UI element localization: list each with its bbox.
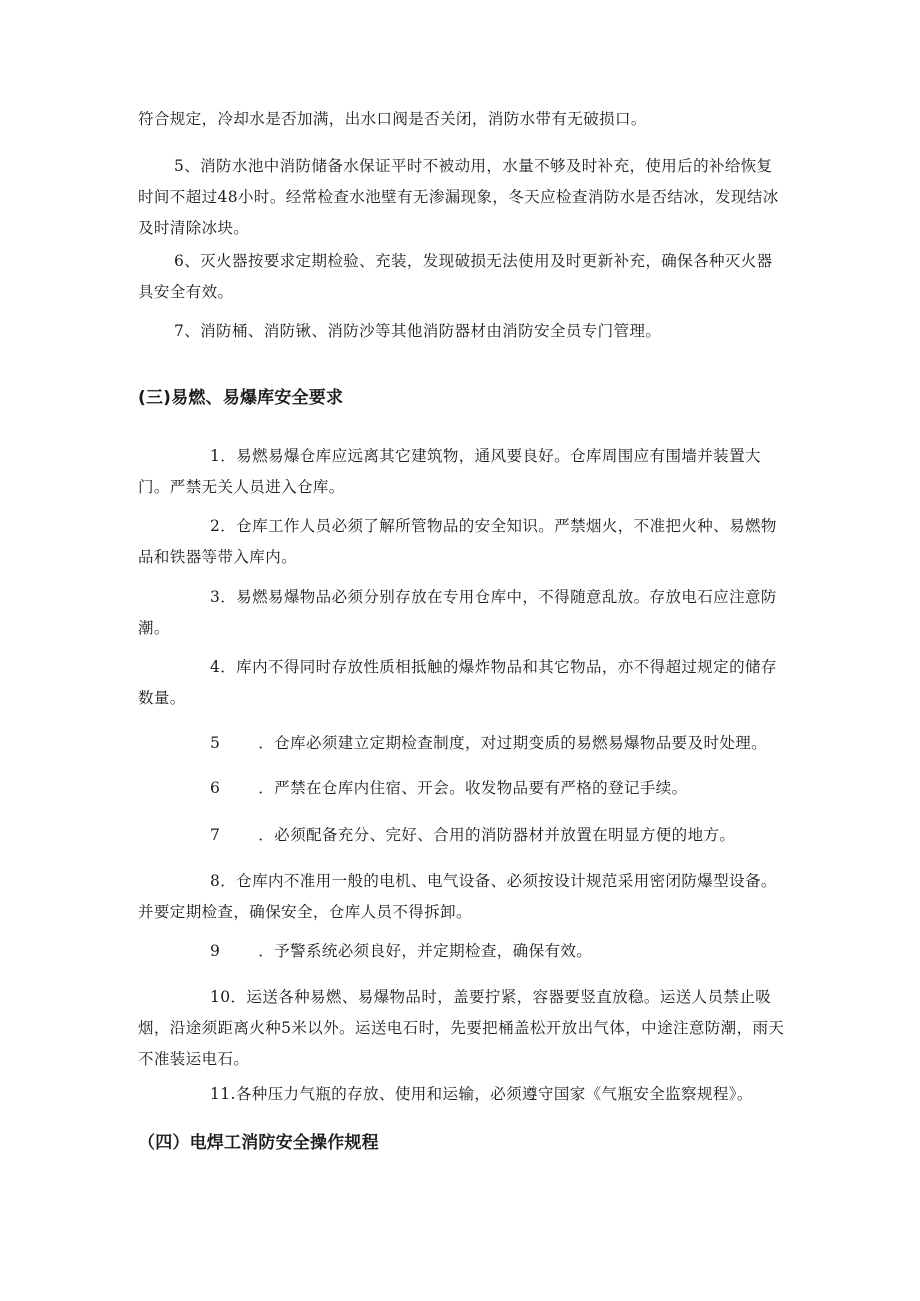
item-text: ．仓库必须建立定期检查制度，对过期变质的易燃易爆物品要及时处理。 (258, 734, 768, 752)
list-item-6 (138, 773, 786, 804)
list-item-9 (138, 936, 786, 967)
item-text: ．严禁在仓库内住宿、开会。收发物品要有严格的登记手续。 (258, 779, 688, 797)
item-number: 1 (210, 447, 221, 465)
item-number: 8 (210, 872, 221, 890)
paragraph-item-5: 5、消防水池中消防储备水保证平时不被动用，水量不够及时补充，使用后的补给恢复时间不超过48小时。经常检查水池壁有无渗漏现象，冬天应检查消防水是否结冰，发现结冰及时清除冰块。 (138, 157, 779, 237)
item-text: ．仓库工作人员必须了解所管物品的安全知识。严禁烟火，不准把火种、易燃物品和铁器等带入库内。 (138, 517, 777, 566)
list-item-7 (138, 820, 786, 851)
section-heading-3: (三)易燃、易爆库安全要求 (138, 388, 344, 408)
item-text: ．予警系统必须良好，并定期检查，确保有效。 (258, 942, 593, 960)
item-number: 7 (210, 826, 221, 844)
item-number: 6 (210, 779, 221, 797)
list-item-8 (138, 866, 786, 928)
item-text: 各种压力气瓶的存放、使用和运输，必须遵守国家《气瓶安全监察规程》。 (235, 1085, 753, 1103)
paragraph-continued: 符合规定，冷却水是否加满，出水口阀是否关闭，消防水带有无破损口。 (138, 110, 647, 128)
list-item-3 (138, 582, 786, 644)
item-text: ．必须配备充分、完好、合用的消防器材并放置在明显方便的地方。 (258, 826, 736, 844)
item-text: ．运送各种易燃、易爆物品时，盖要拧紧，容器要竖直放稳。运送人员禁止吸烟，沿途须距离火种5米以外。运送电石时，先要把桶盖松开放出气体，中途注意防潮，雨天不准装运电石。 (138, 988, 785, 1068)
list-item-1 (138, 441, 786, 503)
list-item-4 (138, 652, 786, 714)
item-text: ．仓库内不准用一般的电机、电气设备、必须按设计规范采用密闭防爆型设备。并要定期检查，确保安全，仓库人员不得拆卸。 (138, 872, 777, 921)
section-heading-4: （四）电焊工消防安全操作规程 (138, 1133, 379, 1153)
list-item-10 (138, 982, 786, 1075)
item-text: ．库内不得同时存放性质相抵触的爆炸物品和其它物品，亦不得超过规定的储存数量。 (138, 658, 777, 707)
paragraph-item-7: 7、消防桶、消防锹、消防沙等其他消防器材由消防安全员专门管理。 (174, 322, 662, 340)
item-text: ．易燃易爆仓库应远离其它建筑物，通风要良好。仓库周围应有围墙并装置大门。严禁无关人员进入仓库。 (138, 447, 761, 496)
list-item-5 (138, 728, 786, 759)
item-text: ．易燃易爆物品必须分别存放在专用仓库中，不得随意乱放。存放电石应注意防潮。 (138, 588, 777, 637)
item-number: 11. (210, 1085, 236, 1103)
paragraph-item-6: 6、灭火器按要求定期检验、充装，发现破损无法使用及时更新补充，确保各种灭火器具安全有效。 (138, 252, 773, 301)
item-number: 5 (210, 734, 221, 752)
item-number: 9 (210, 942, 221, 960)
item-number: 10 (210, 988, 231, 1006)
list-item-2 (138, 511, 786, 573)
item-number: 3 (210, 588, 221, 606)
item-number: 4 (210, 658, 221, 676)
item-number: 2 (210, 517, 221, 535)
list-item-11 (138, 1079, 786, 1110)
